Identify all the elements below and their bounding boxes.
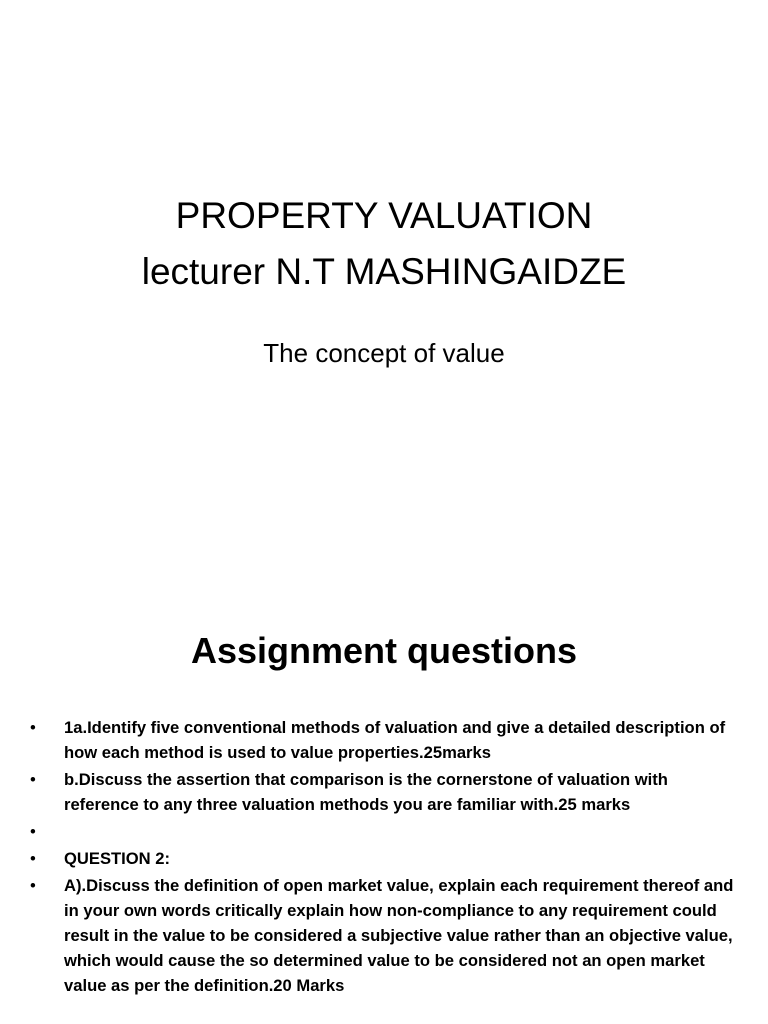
assignment-bullet-list — [30, 715, 742, 1000]
bullet-dot: • — [30, 849, 36, 868]
bullet-item — [30, 819, 742, 844]
assignment-slide — [0, 575, 768, 1024]
bullet-text: A).Discuss the definition of open market value, explain each requirement thereof and in your own words critically explain how non-compliance to any requirement could result in the value to be considered a subjective value rather than an objective value, which would cause the so determined value to be considered not an open market value as per the definition.20 Marks — [64, 876, 734, 995]
bullet-dot: • — [30, 822, 36, 841]
bullet-dot: • — [30, 718, 36, 737]
bullet-item — [30, 767, 742, 817]
slide-subtitle: The concept of value — [263, 338, 505, 368]
bullet-text: QUESTION 2: — [64, 849, 171, 868]
bullet-text: b.Discuss the assertion that comparison is the cornerstone of valuation with reference to any three valuation methods you are familiar with.25 marks — [64, 770, 668, 814]
assignment-title: Assignment questions — [190, 630, 578, 671]
bullet-text: 1a.Identify five conventional methods of valuation and give a detailed description of how each method is used to value properties.25marks — [64, 718, 726, 762]
bullet-item — [30, 846, 742, 871]
bullet-item — [30, 873, 742, 998]
bullet-dot: • — [30, 770, 36, 789]
bullet-dot: • — [30, 876, 36, 895]
bullet-item — [30, 715, 742, 765]
slide-title-line-1: PROPERTY VALUATION — [175, 195, 593, 236]
slide-title-line-2: lecturer N.T MASHINGAIDZE — [141, 251, 627, 292]
